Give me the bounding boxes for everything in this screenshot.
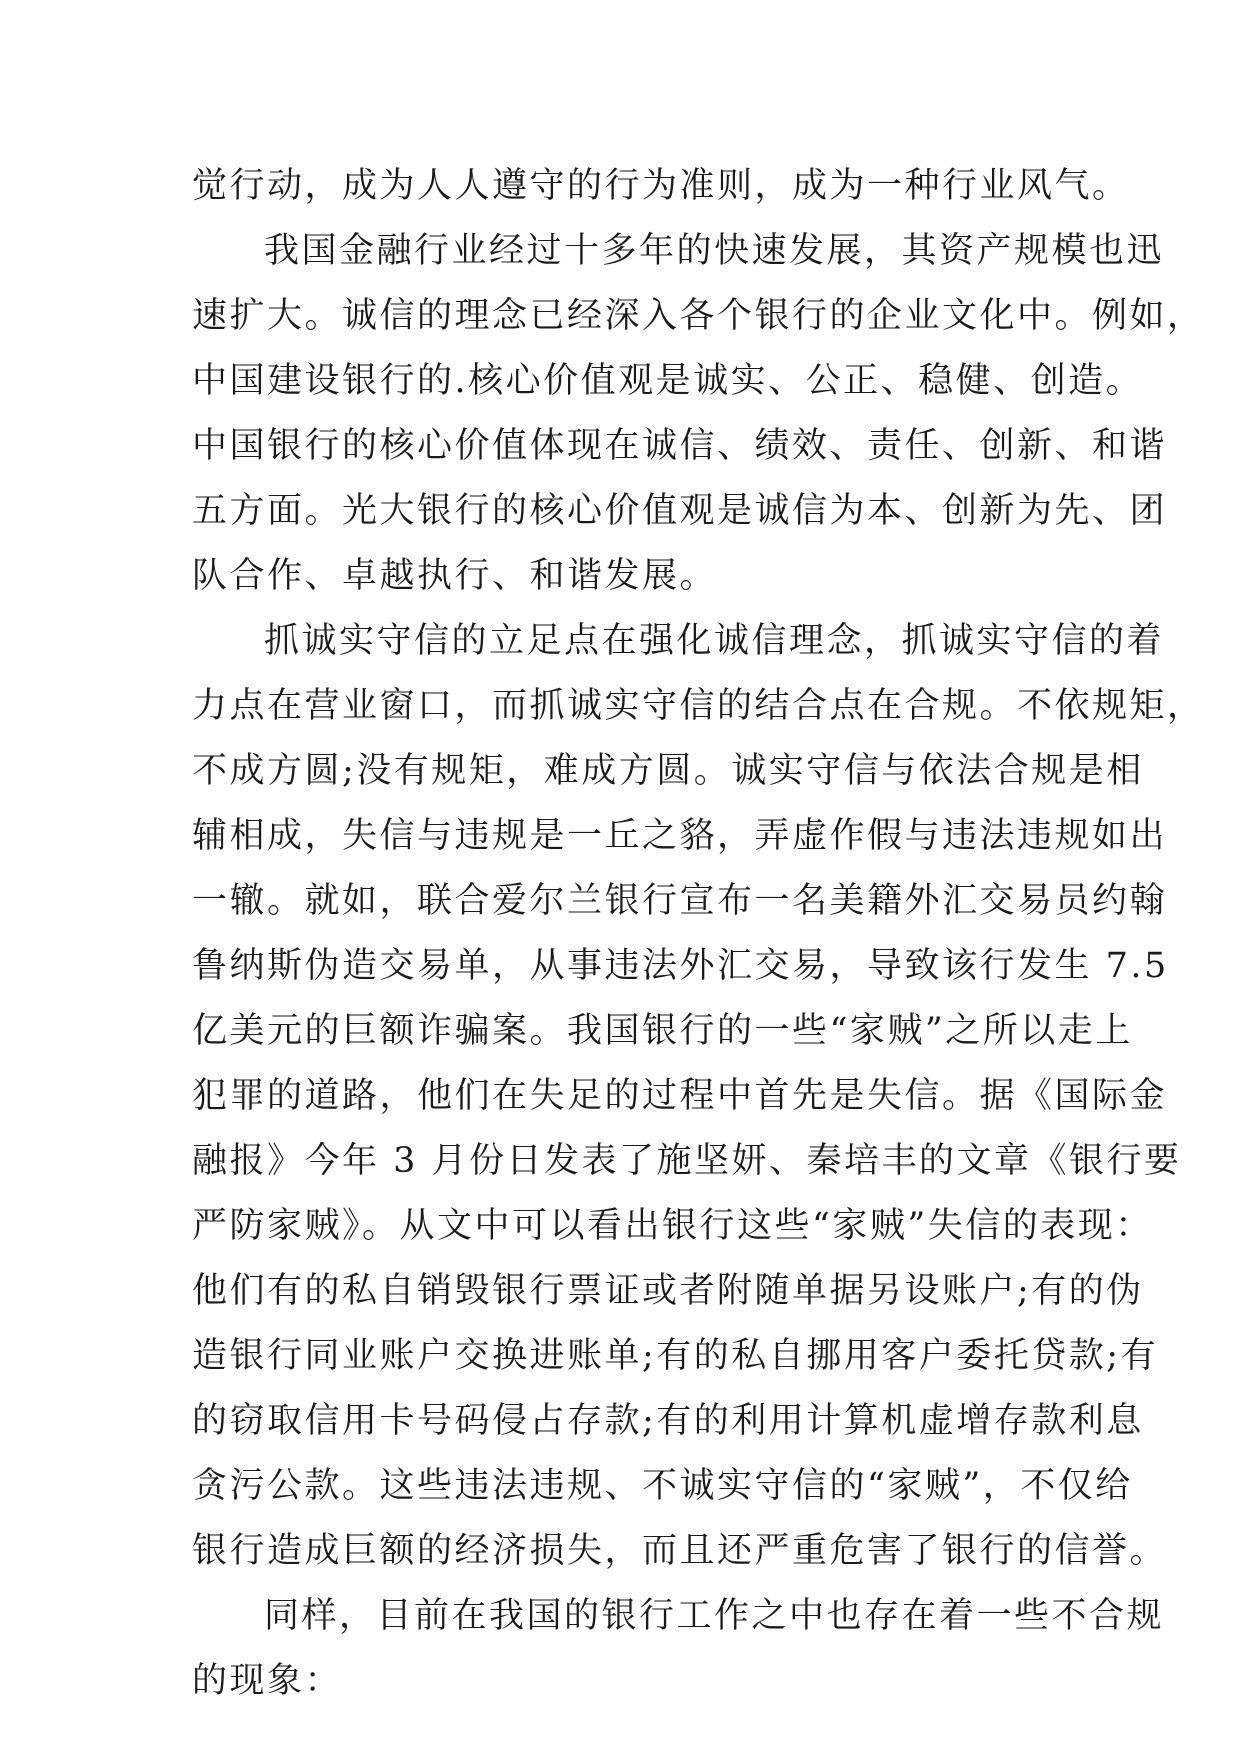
text-line: 辅相成，失信与违规是一丘之貉，弄虚作假与违法违规如出 (192, 816, 1168, 856)
text-line: 我国金融行业经过十多年的快速发展，其资产规模也迅 (264, 231, 1165, 271)
text-line: 五方面。光大银行的核心价值观是诚信为本、创新为先、团 (192, 491, 1168, 531)
text-line: 严防家贼》。从文中可以看出银行这些“家贼”失信的表现： (192, 1206, 1153, 1246)
text-line: 速扩大。诚信的理念已经深入各个银行的企业文化中。例如， (192, 296, 1205, 336)
text-line: 造银行同业账户交换进账单;有的私自挪用客户委托贷款;有 (192, 1336, 1159, 1376)
text-line: 力点在营业窗口，而抓诚实守信的结合点在合规。不依规矩， (192, 686, 1205, 726)
text-line: 贪污公款。这些违法违规、不诚实守信的“家贼”，不仅给 (192, 1466, 1133, 1506)
text-line: 中国银行的核心价值体现在诚信、绩效、责任、创新、和谐 (192, 426, 1168, 466)
text-line: 的窃取信用卡号码侵占存款;有的利用计算机虚增存款利息 (192, 1401, 1144, 1441)
text-line: 一辙。就如，联合爱尔兰银行宣布一名美籍外汇交易员约翰 (192, 881, 1168, 921)
text-line: 亿美元的巨额诈骗案。我国银行的一些“家贼”之所以走上 (192, 1011, 1133, 1051)
text-line: 融报》今年 3 月份日发表了施坚妍、秦培丰的文章《银行要 (192, 1141, 1182, 1181)
text-line: 犯罪的道路，他们在失足的过程中首先是失信。据《国际金 (192, 1076, 1168, 1116)
text-line: 银行造成巨额的经济损失，而且还严重危害了银行的信誉。 (192, 1531, 1168, 1571)
text-line: 不成方圆;没有规矩，难成方圆。诚实守信与依法合规是相 (192, 751, 1144, 791)
text-line: 他们有的私自销毁银行票证或者附随单据另设账户;有的伪 (192, 1271, 1144, 1311)
text-line: 队合作、卓越执行、和谐发展。 (192, 556, 718, 596)
text-line: 同样，目前在我国的银行工作之中也存在着一些不合规 (264, 1596, 1165, 1636)
document-body (192, 154, 1205, 1714)
text-line: 抓诚实守信的立足点在强化诚信理念，抓诚实守信的着 (264, 621, 1165, 661)
text-line: 的现象： (192, 1661, 343, 1701)
text-line: 鲁纳斯伪造交易单，从事违法外汇交易，导致该行发生 7.5 (192, 946, 1169, 986)
text-line: 中国建设银行的.核心价值观是诚实、公正、稳健、创造。 (192, 361, 1144, 401)
text-line: 觉行动，成为人人遵守的行为准则，成为一种行业风气。 (192, 166, 1130, 206)
